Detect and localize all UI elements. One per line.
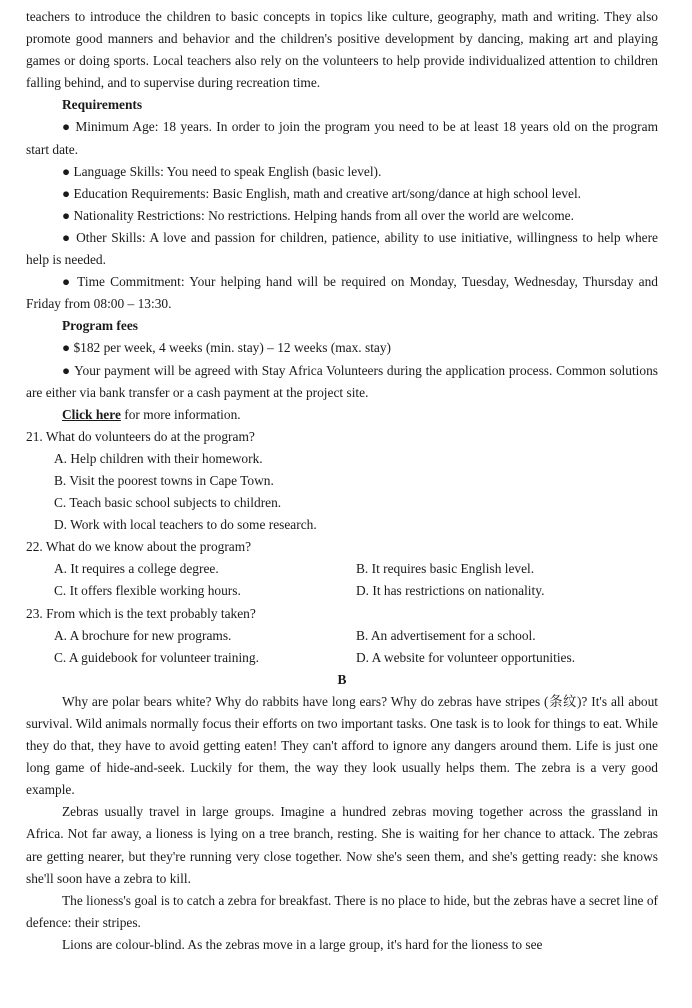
q21-option-a: A. Help children with their homework. xyxy=(54,450,263,466)
intro-paragraph: teachers to introduce the children to basic concepts in topics like culture, geography, math and writing. They also promote good manners and behavior and the children's positive development by dancing, making art and playing games or doing sports. Local teachers also rely on the volunteers to help provide individualized attention to children falling behind, and to supervise during recreation time. xyxy=(26,9,658,91)
q22-options-row xyxy=(26,558,658,580)
q22-option-c: C. It offers flexible working hours. xyxy=(54,583,241,599)
question-23: 23. From which is the text probably taken? xyxy=(26,605,256,621)
q21-option-d: D. Work with local teachers to do some research. xyxy=(54,517,317,533)
requirement-item: ● Nationality Restrictions: No restrictions. Helping hands from all over the world are welcome. xyxy=(26,205,658,227)
requirement-item: ● Other Skills: A love and passion for children, patience, ability to use initiative, willingness to help where help is needed. xyxy=(26,227,658,271)
requirements-heading: Requirements xyxy=(62,97,143,113)
passage-b-paragraph: Why are polar bears white? Why do rabbits have long ears? Why do zebras have stripes (条纹)? It's all about survival. Wild animals normally focus their efforts on two important tasks. One task is to look for things to eat. While they do that, they have to avoid getting eaten! They can't afford to ignore any dangers around them. Life is just one long game of hide-and-seek. Luckily for them, the way they look usually helps them. The zebra is a very good example. xyxy=(26,693,658,798)
q23-option-c: C. A guidebook for volunteer training. xyxy=(54,649,259,665)
question-21: 21. What do volunteers do at the program? xyxy=(26,428,255,444)
passage-b-paragraph: Zebras usually travel in large groups. Imagine a hundred zebras moving together across the grassland in Africa. Not far away, a lioness is lying on a tree branch, resting. She is waiting for her chance to attack. The zebras are getting nearer, but they're running very close together. Now she's seen them, and she's getting ready: she knows she'll soon have a zebra to kill. xyxy=(26,804,658,886)
q23-options-row xyxy=(26,647,658,669)
click-here-link[interactable]: Click here xyxy=(62,406,121,422)
q23-options-row xyxy=(26,625,658,647)
q23-option-b: B. An advertisement for a school. xyxy=(356,627,536,643)
q22-option-a: A. It requires a college degree. xyxy=(54,561,219,577)
passage-b-paragraph: Lions are colour-blind. As the zebras move in a large group, it's hard for the lioness to see xyxy=(62,936,543,952)
requirement-item: ● Time Commitment: Your helping hand will be required on Monday, Tuesday, Wednesday, Thursday and Friday from 08:00 – 13:30. xyxy=(26,271,658,315)
section-b-label: B xyxy=(337,671,347,687)
requirement-item: ● Minimum Age: 18 years. In order to join the program you need to be at least 18 years old on the program start date. xyxy=(26,116,658,160)
question-22: 22. What do we know about the program? xyxy=(26,539,252,555)
q21-option-b: B. Visit the poorest towns in Cape Town. xyxy=(54,472,274,488)
q22-option-d: D. It has restrictions on nationality. xyxy=(356,583,545,599)
passage-b-paragraph: The lioness's goal is to catch a zebra for breakfast. There is no place to hide, but the zebras have a secret line of defence: their stripes. xyxy=(26,892,658,930)
q22-options-row xyxy=(26,580,658,602)
q22-option-b: B. It requires basic English level. xyxy=(356,561,535,577)
more-info-line xyxy=(26,404,658,426)
q23-option-d: D. A website for volunteer opportunities. xyxy=(356,649,576,665)
fee-item: ● Your payment will be agreed with Stay Africa Volunteers during the application process. Common solutions are either via bank transfer or a cash payment at the project site. xyxy=(26,360,658,404)
requirement-item: ● Language Skills: You need to speak English (basic level). xyxy=(26,161,658,183)
q23-option-a: A. A brochure for new programs. xyxy=(54,627,232,643)
fee-item: ● $182 per week, 4 weeks (min. stay) – 12 weeks (max. stay) xyxy=(26,337,658,359)
more-info-text: for more information. xyxy=(120,406,241,422)
fees-heading: Program fees xyxy=(62,318,138,334)
q21-option-c: C. Teach basic school subjects to children. xyxy=(54,495,282,511)
requirement-item: ● Education Requirements: Basic English, math and creative art/song/dance at high school level. xyxy=(26,183,658,205)
